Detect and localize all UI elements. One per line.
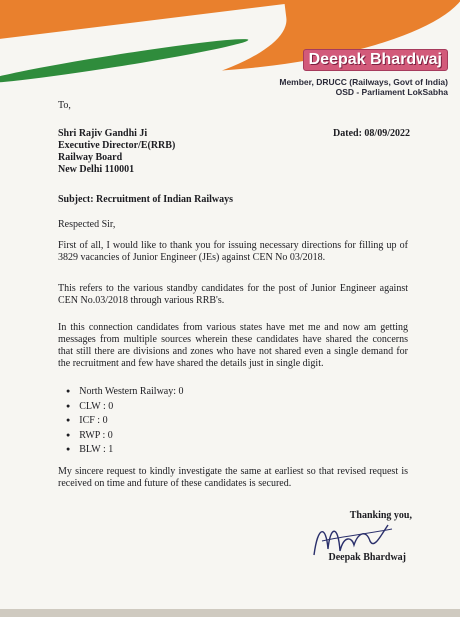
subject-line: Subject: Recruitment of Indian Railways [58, 194, 233, 205]
list-item: ● ICF : 0 [66, 414, 184, 429]
sender-line-2: OSD - Parliament LokSabha [335, 87, 448, 97]
letter-date: Dated: 08/09/2022 [333, 128, 410, 139]
sender-designation [279, 77, 448, 97]
page-footer [0, 609, 460, 617]
paragraph: First of all, I would like to thank you for issuing necessary directions for filling up of 3829 vacancies of Junior Engineer (JEs) against CEN No 03/2018. [58, 240, 408, 263]
recipient-line: Executive Director/E(RRB) [58, 140, 176, 151]
list-item: ● North Western Railway: 0 [66, 385, 184, 400]
to-line: To, [58, 100, 71, 111]
list-item: ● CLW : 0 [66, 400, 184, 415]
paragraph: This refers to the various standby candidates for the post of Junior Engineer against CEN No.03/2018 through various RRB's. [58, 283, 408, 306]
list-item: ● RWP : 0 [66, 429, 184, 444]
recipient-line: New Delhi 110001 [58, 164, 135, 175]
sender-line-1: Member, DRUCC (Railways, Govt of India) [279, 77, 448, 87]
list-item: ● BLW : 1 [66, 443, 184, 458]
closing-paragraph: My sincere request to kindly investigate the same at earliest so that revised request is received on time and future of these candidates is secured. [58, 466, 408, 489]
signatory-name: Deepak Bhardwaj [328, 552, 406, 563]
salutation: Respected Sir, [58, 219, 116, 230]
recipient-line: Shri Rajiv Gandhi Ji [58, 128, 148, 139]
zone-demand-list [66, 385, 184, 458]
recipient-line: Railway Board [58, 152, 123, 163]
recipient-address [58, 128, 175, 176]
name-logo: Deepak Bhardwaj [303, 49, 448, 71]
closing-line: Thanking you, [349, 510, 412, 521]
paragraph: In this connection candidates from various states have met me and now am getting messages from multiple sources wherein these candidates have shared the concerns that still there are divisions and zones who have not shared even a single demand for the recruitment and few have shared the details just in single digit. [58, 322, 408, 369]
